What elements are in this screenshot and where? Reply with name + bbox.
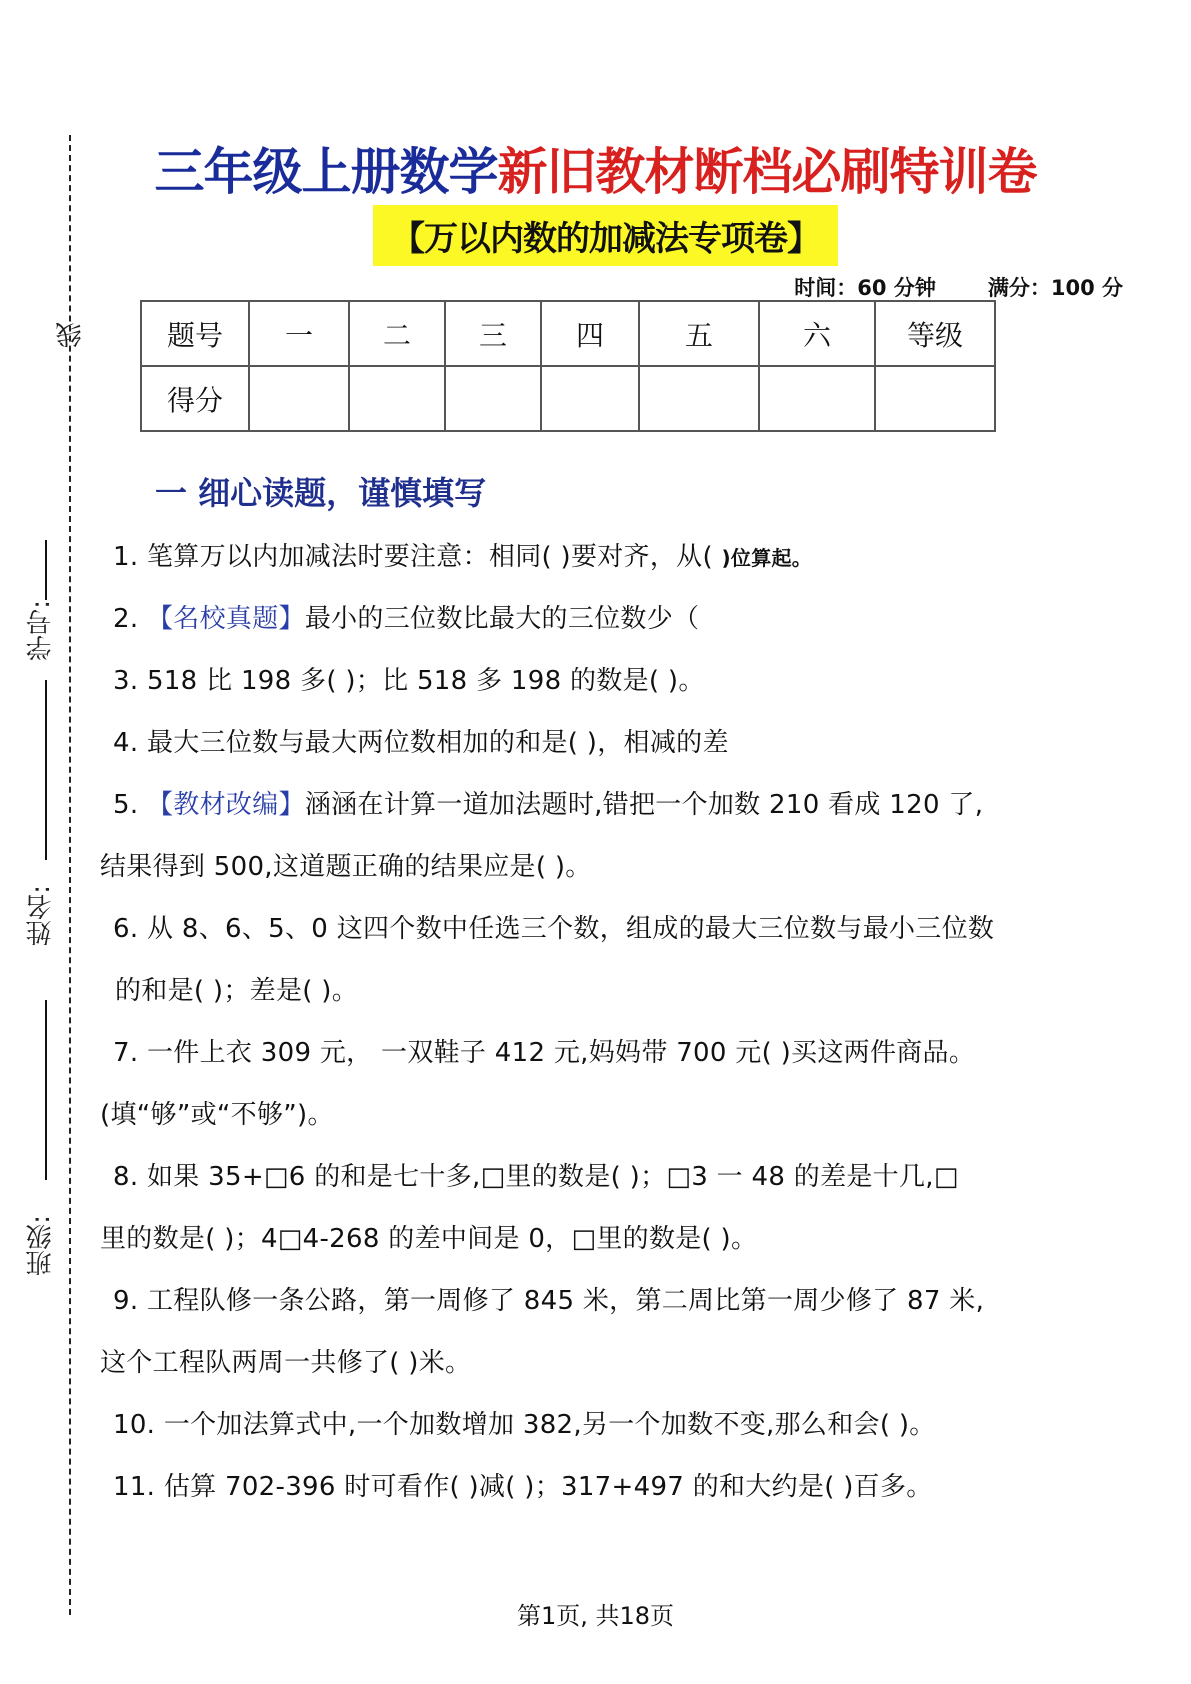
question-text: 笔算万以内加减法时要注意：相同( )要对齐，从( (147, 542, 722, 572)
question-text: 最小的三位数比最大的三位数少（ (304, 604, 700, 634)
time-limit: 时间：60 分钟 (794, 276, 936, 300)
header-cell: 一 (249, 301, 349, 366)
question-4 (113, 722, 729, 759)
question-number: 9. (113, 1286, 139, 1316)
full-score: 满分：100 分 (987, 276, 1123, 300)
question-1 (113, 536, 812, 573)
question-text: 从 8、6、5、0 这四个数中任选三个数，组成的最大三位数与最小三位数 (147, 914, 995, 944)
score-table-header-row (141, 301, 995, 366)
question-6-continued: 的和是( )；差是( )。 (115, 976, 359, 1006)
question-number: 1. (113, 542, 139, 572)
question-7 (113, 1032, 975, 1069)
question-text: 如果 35+□6 的和是七十多,□里的数是( )；□3 一 48 的差是十几,□ (147, 1162, 959, 1192)
header-cell: 等级 (875, 301, 995, 366)
student-id-blank[interactable] (45, 540, 47, 600)
question-number: 3. (113, 666, 139, 696)
question-tag: 【名校真题】 (147, 604, 305, 634)
section-heading: 一 细心读题，谨慎填写 (155, 474, 487, 512)
question-5 (113, 784, 983, 821)
header-cell: 四 (541, 301, 639, 366)
header-cell: 三 (445, 301, 541, 366)
name-label: 姓名: (26, 885, 56, 946)
question-5-continued: 结果得到 500,这道题正确的结果应是( )。 (100, 852, 592, 882)
question-text: 涵涵在计算一道加法题时,错把一个加数 210 看成 120 了, (304, 790, 984, 820)
score-cell[interactable] (541, 366, 639, 431)
question-number: 8. (113, 1162, 139, 1192)
title-grade-subject: 三年级上册数学 (154, 143, 498, 201)
question-6 (113, 908, 994, 945)
header-cell: 六 (759, 301, 875, 366)
cut-line-label: 线 (56, 322, 86, 348)
question-text: 一件上衣 309 元， 一双鞋子 412 元,妈妈带 700 元( )买这两件商品。 (147, 1038, 976, 1068)
page-title (0, 132, 1191, 204)
score-cell[interactable] (249, 366, 349, 431)
header-cell: 题号 (141, 301, 249, 366)
score-cell[interactable] (875, 366, 995, 431)
question-number: 7. (113, 1038, 139, 1068)
subtitle-container (0, 205, 1191, 266)
question-number: 11. (113, 1472, 156, 1502)
question-8-continued: 里的数是( )；4□4-268 的差中间是 0，□里的数是( )。 (100, 1224, 758, 1254)
cut-line (69, 135, 71, 1615)
score-cell[interactable] (349, 366, 445, 431)
score-table (140, 300, 996, 432)
page-number: 第1页, 共18页 (516, 1602, 675, 1630)
score-cell[interactable] (445, 366, 541, 431)
class-blank[interactable] (45, 1000, 47, 1180)
question-text: 工程队修一条公路，第一周修了 845 米，第二周比第一周少修了 87 米, (147, 1286, 985, 1316)
student-id-label: 学号: (26, 600, 56, 661)
question-7-continued: (填“够”或“不够”)。 (100, 1100, 334, 1130)
question-text: 最大三位数与最大两位数相加的和是( )，相减的差 (147, 728, 729, 758)
question-number: 5. (113, 790, 139, 820)
question-tag: 【教材改编】 (147, 790, 305, 820)
name-blank[interactable] (45, 680, 47, 860)
score-table-score-row (141, 366, 995, 431)
question-text-end: )位算起。 (721, 546, 813, 570)
question-8 (113, 1156, 959, 1193)
header-cell: 五 (639, 301, 759, 366)
score-cell[interactable] (759, 366, 875, 431)
exam-meta (794, 272, 1123, 302)
question-3 (113, 660, 705, 697)
title-series: 新旧教材断档必刷特训卷 (497, 143, 1037, 201)
question-11 (113, 1466, 933, 1503)
question-text: 一个加法算式中,一个加数增加 382,另一个加数不变,那么和会( )。 (163, 1410, 936, 1440)
subtitle: 【万以内数的加减法专项卷】 (373, 205, 838, 266)
question-text: 518 比 198 多( )；比 518 多 198 的数是( )。 (147, 666, 705, 696)
question-number: 6. (113, 914, 139, 944)
question-2 (113, 598, 699, 635)
question-number: 4. (113, 728, 139, 758)
question-9-continued: 这个工程队两周一共修了( )米。 (100, 1348, 472, 1378)
class-label: 班级: (26, 1215, 56, 1276)
question-number: 2. (113, 604, 139, 634)
question-10 (113, 1404, 936, 1441)
question-9 (113, 1280, 984, 1317)
question-number: 10. (113, 1410, 156, 1440)
score-row-label: 得分 (141, 366, 249, 431)
question-text: 估算 702-396 时可看作( )减( )；317+497 的和大约是( )百多。 (163, 1472, 933, 1502)
score-cell[interactable] (639, 366, 759, 431)
header-cell: 二 (349, 301, 445, 366)
